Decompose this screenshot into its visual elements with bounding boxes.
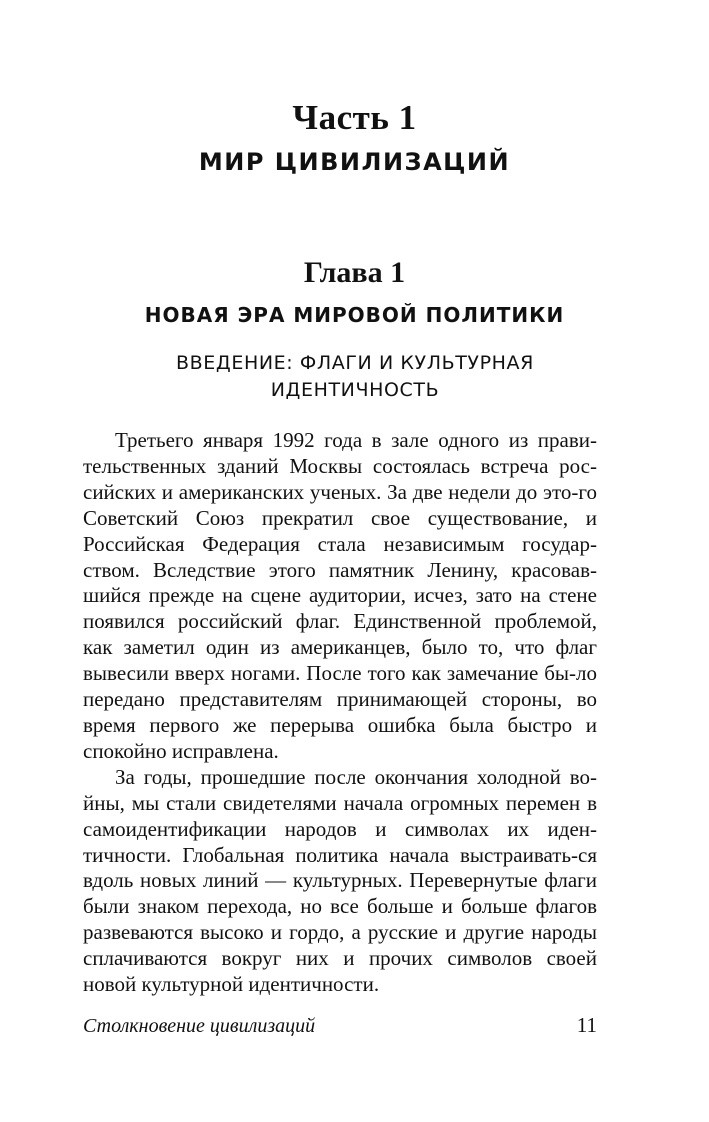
section-title-line-1: ВВЕДЕНИЕ: ФЛАГИ И КУЛЬТУРНАЯ <box>176 352 534 374</box>
part-label: Часть 1 <box>292 98 417 137</box>
part-title: МИР ЦИВИЛИЗАЦИЙ <box>198 148 511 176</box>
paragraph-2: За годы, прошедшие после окончания холодной во-йны, мы стали свидетелями начала огромных перемен в самоидентификации народов и символах их иден-тичности. Глобальная политика начала выстраивать-ся вдоль новых линий — культурных. Перевернутые флаги были знаком перехода, но все больше и больше флагов развеваются высоко и гордо, а русские и другие народы сплачиваются вокруг них и прочих символов своей новой культурной идентичности. <box>83 764 597 997</box>
body-text <box>83 428 597 998</box>
page-number: 11 <box>576 1013 597 1037</box>
chapter-title: НОВАЯ ЭРА МИРОВОЙ ПОЛИТИКИ <box>144 303 565 327</box>
chapter-label: Глава 1 <box>303 256 406 289</box>
paragraph-1: Третьего января 1992 года в зале одного из прави-тельственных зданий Москвы состоялась встреча рос-сийских и американских ученых. За две недели до это-го Советский Союз прекратил свое существование, и Российская Федерация стала независимым государ-ством. Вследствие этого памятник Ленину, красовав-шийся прежде на сцене аудитории, исчез, зато на стене появился российский флаг. Единственной проблемой, как заметил один из американцев, было то, что флаг вывесили вверх ногами. После того как замечание бы-ло передано представителям принимающей стороны, во время первого же перерыва ошибка была быстро и спокойно исправлена. <box>83 428 597 763</box>
section-title <box>130 350 580 404</box>
running-footer-title: Столкновение цивилизаций <box>83 1015 316 1037</box>
section-title-line-2: ИДЕНТИЧНОСТЬ <box>270 379 440 401</box>
